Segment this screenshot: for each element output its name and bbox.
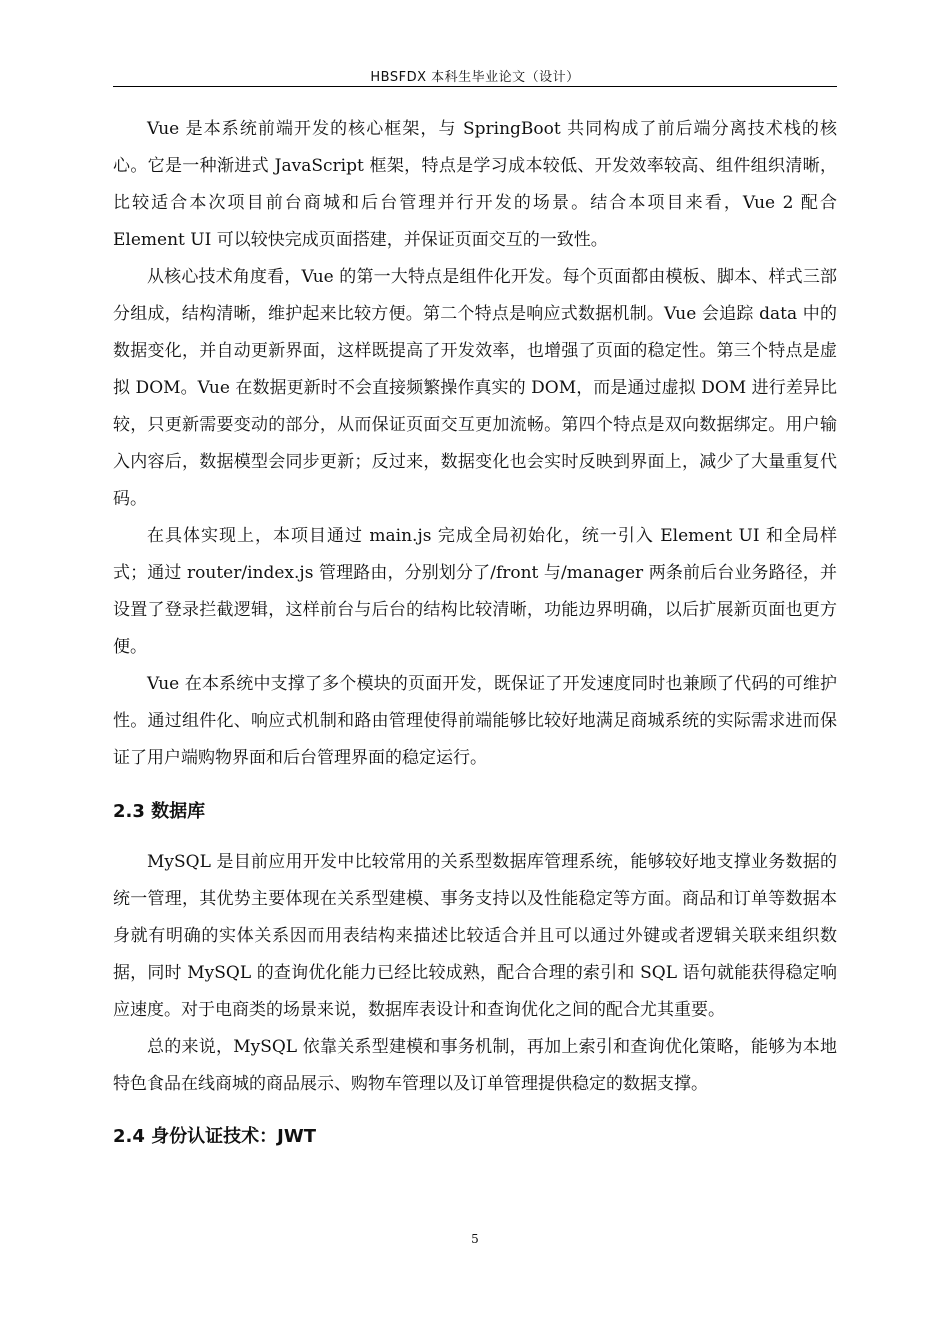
paragraph-mysql-intro: MySQL 是目前应用开发中比较常用的关系型数据库管理系统，能够较好地支撑业务数据的统一管理，其优势主要体现在关系型建模、事务支持以及性能稳定等方面。商品和订单等数据本身就有明确的实体关系因而用表结构来描述比较适合并且可以通过外键或者逻辑关联来组织数据，同时 MySQL 的查询优化能力已经比较成熟，配合合理的索引和 SQL 语句就能获得稳定响应速度。对于电商类的场景来说，数据库表设计和查询优化之间的配合尤其重要。 [113, 852, 837, 1020]
section-heading-jwt: 2.4 身份认证技术：JWT [113, 1126, 316, 1147]
paragraph-vue-features: 从核心技术角度看，Vue 的第一大特点是组件化开发。每个页面都由模板、脚本、样式三部分组成，结构清晰，维护起来比较方便。第二个特点是响应式数据机制。Vue 会追踪 data 中的数据变化，并自动更新界面，这样既提高了开发效率，也增强了页面的稳定性。第三个特点是虚拟 DOM。Vue 在数据更新时不会直接频繁操作真实的 DOM，而是通过虚拟 DOM 进行差异比较，只更新需要变动的部分，从而保证页面交互更加流畅。第四个特点是双向数据绑定。用户输入内容后，数据模型会同步更新；反过来，数据变化也会实时反映到界面上，减少了大量重复代码。 [113, 267, 837, 509]
body-text [113, 111, 837, 1167]
paragraph-vue-intro: Vue 是本系统前端开发的核心框架，与 SpringBoot 共同构成了前后端分离技术栈的核心。它是一种渐进式 JavaScript 框架，特点是学习成本较低、开发效率较高、组件组织清晰，比较适合本次项目前台商城和后台管理并行开发的场景。结合本项目来看，Vue 2 配合 Element UI 可以较快完成页面搭建，并保证页面交互的一致性。 [113, 119, 837, 250]
running-header: HBSFDX 本科生毕业论文（设计） [370, 70, 580, 85]
paragraph-vue-summary: Vue 在本系统中支撑了多个模块的页面开发，既保证了开发速度同时也兼顾了代码的可维护性。通过组件化、响应式机制和路由管理使得前端能够比较好地满足商城系统的实际需求进而保证了用户端购物界面和后台管理界面的稳定运行。 [113, 674, 837, 768]
section-heading-database: 2.3 数据库 [113, 801, 206, 822]
header-rule [113, 86, 837, 87]
paragraph-mysql-summary: 总的来说，MySQL 依靠关系型建模和事务机制，再加上索引和查询优化策略，能够为本地特色食品在线商城的商品展示、购物车管理以及订单管理提供稳定的数据支撑。 [113, 1037, 837, 1094]
page-number: 5 [471, 1232, 479, 1246]
paragraph-vue-implementation: 在具体实现上，本项目通过 main.js 完成全局初始化，统一引入 Element UI 和全局样式；通过 router/index.js 管理路由，分别划分了/front 与/manager 两条前后台业务路径，并设置了登录拦截逻辑，这样前台与后台的结构比较清晰，功能边界明确，以后扩展新页面也更方便。 [113, 526, 837, 657]
